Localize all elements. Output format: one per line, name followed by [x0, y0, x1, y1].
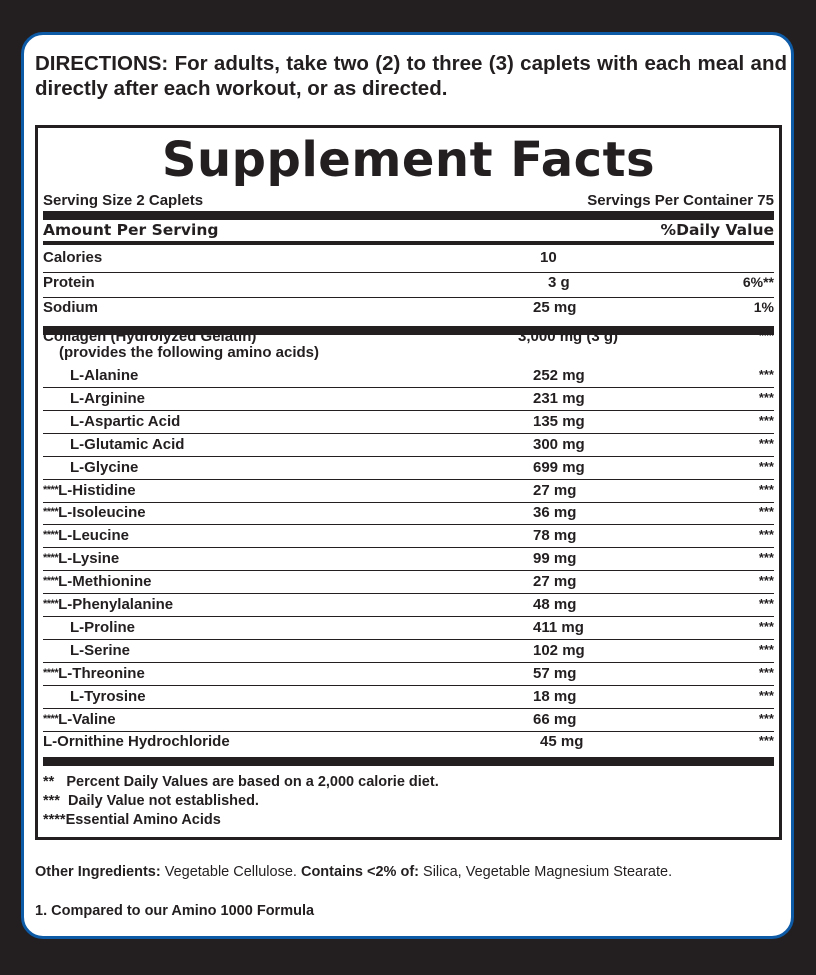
- amino-dv: ***: [758, 435, 774, 451]
- amino-row: [43, 502, 774, 524]
- amino-dv: ***: [758, 504, 774, 520]
- amino-amount: 57 mg: [533, 664, 577, 682]
- nutrient-dv: 6%**: [742, 274, 774, 290]
- amino-name: ****L-Threonine: [43, 664, 145, 682]
- thick-divider: [43, 211, 774, 220]
- footnote-line: ****Essential Amino Acids: [43, 812, 221, 828]
- amino-amount: 102 mg: [533, 641, 585, 659]
- nutrient-name: Calories: [43, 249, 103, 266]
- serving-size: Serving Size 2 Caplets: [43, 192, 204, 209]
- label-panel: [21, 32, 794, 939]
- collagen-name: Collagen (Hydrolyzed Gelatin): [43, 328, 257, 345]
- ornithine-amount: 45 mg: [540, 733, 584, 751]
- serving-info: [43, 190, 774, 210]
- amino-name: ****L-Leucine: [43, 527, 129, 545]
- amino-row: [43, 434, 774, 456]
- amino-row: [43, 525, 774, 547]
- essential-marker: ****: [43, 575, 59, 588]
- collagen-sub: (provides the following amino acids): [59, 344, 320, 361]
- nutrient-amount: 25 mg: [533, 299, 577, 316]
- amino-amount: 300 mg: [533, 435, 585, 453]
- amount-per-serving: Amount Per Serving: [43, 221, 219, 239]
- amino-row: [43, 388, 774, 410]
- essential-marker: ****: [43, 598, 59, 610]
- amino-row: [43, 709, 774, 731]
- ornithine-dv: ***: [758, 733, 774, 749]
- nutrient-dv: 1%: [753, 299, 774, 315]
- amount-header: [43, 220, 774, 240]
- essential-marker: ****: [43, 712, 59, 725]
- amino-row: [43, 686, 774, 708]
- comparison-footnote: 1. Compared to our Amino 1000 Formula: [35, 903, 315, 919]
- amino-amount: 231 mg: [533, 389, 585, 407]
- other-ingredients: Other Ingredients: Vegetable Cellulose. Contains <2% of: Silica, Vegetable Magnesium Stearate.: [35, 864, 673, 880]
- nutrient-amount: 3 g: [548, 274, 570, 291]
- amino-dv: ***: [758, 550, 774, 566]
- amino-name: L-Aspartic Acid: [70, 412, 181, 430]
- amino-name: L-Serine: [70, 641, 131, 659]
- amino-dv: ***: [758, 596, 774, 611]
- amino-dv: ***: [758, 367, 774, 382]
- ornithine-row: [43, 731, 774, 753]
- amino-amount: 66 mg: [533, 710, 577, 728]
- amino-amount: 699 mg: [533, 458, 585, 476]
- nutrient-row: [43, 247, 774, 269]
- essential-marker: ****: [43, 506, 59, 519]
- collagen-amount: 3,000 mg (3 g): [518, 328, 619, 345]
- amino-row: [43, 480, 774, 502]
- essential-marker: ****: [43, 552, 59, 565]
- amino-dv: ***: [758, 481, 774, 497]
- amino-name: ****L-Valine: [43, 710, 116, 728]
- amino-row: [43, 663, 774, 685]
- amino-name: ****L-Lysine: [43, 550, 120, 568]
- amino-name: ****L-Methionine: [43, 573, 152, 591]
- amino-dv: ***: [758, 527, 774, 543]
- amino-name: ****L-Phenylalanine: [43, 596, 174, 613]
- amino-row: [43, 571, 774, 593]
- collagen-dv: ***: [758, 328, 774, 343]
- amino-dv: ***: [758, 412, 774, 428]
- thick-divider: [43, 757, 774, 766]
- amino-dv: ***: [758, 687, 774, 703]
- amino-row: [43, 640, 774, 662]
- essential-marker: ****: [43, 529, 59, 542]
- footnote-line: ** Percent Daily Values are based on a 2,000 calorie diet.: [43, 774, 439, 790]
- directions-text: DIRECTIONS: For adults, take two (2) to three (3) caplets with each meal and directly after each workout, or as directed.: [35, 52, 787, 100]
- facts-title: Supplement Facts: [161, 132, 656, 188]
- amino-row: [43, 457, 774, 479]
- amino-name: L-Tyrosine: [70, 687, 146, 705]
- essential-marker: ****: [43, 666, 59, 679]
- footnote-line: *** Daily Value not established.: [43, 793, 259, 809]
- collagen-sub-row: [43, 344, 774, 366]
- servings-per-container: Servings Per Container 75: [587, 192, 774, 209]
- amino-row: [43, 411, 774, 433]
- amino-amount: 411 mg: [533, 618, 584, 636]
- amino-amount: 27 mg: [533, 481, 577, 499]
- amino-row: [43, 548, 774, 570]
- amino-dv: ***: [758, 458, 774, 474]
- essential-marker: ****: [43, 483, 59, 496]
- amino-dv: ***: [758, 618, 774, 634]
- amino-name: ****L-Isoleucine: [43, 504, 146, 522]
- amino-name: L-Proline: [70, 618, 136, 636]
- amino-amount: 99 mg: [533, 550, 577, 568]
- amino-dv: ***: [758, 573, 774, 589]
- amino-dv: ***: [758, 641, 774, 657]
- amino-name: L-Glycine: [70, 458, 139, 476]
- amino-dv: ***: [758, 389, 774, 405]
- amino-amount: 18 mg: [533, 687, 577, 705]
- nutrient-amount: 10: [540, 249, 557, 266]
- mid-divider: [43, 241, 774, 245]
- amino-amount: 48 mg: [533, 596, 577, 613]
- ornithine-name: L-Ornithine Hydrochloride: [43, 733, 230, 751]
- amino-row: [43, 365, 774, 387]
- amino-row: [43, 617, 774, 639]
- nutrient-row: [43, 272, 774, 294]
- amino-row: [43, 594, 774, 616]
- nutrient-name: Protein: [43, 274, 95, 291]
- amino-amount: 27 mg: [533, 573, 577, 591]
- amino-dv: ***: [758, 710, 774, 726]
- amino-dv: ***: [758, 664, 774, 680]
- amino-amount: 252 mg: [533, 367, 585, 384]
- amino-name: ****L-Histidine: [43, 481, 136, 499]
- supplement-facts-box: [35, 125, 782, 840]
- amino-name: L-Glutamic Acid: [70, 435, 185, 453]
- nutrient-name: Sodium: [43, 299, 98, 316]
- amino-name: L-Alanine: [70, 367, 139, 384]
- nutrient-row: [43, 297, 774, 319]
- facts-footnotes: [43, 773, 439, 830]
- amino-amount: 78 mg: [533, 527, 577, 545]
- amino-name: L-Arginine: [70, 389, 145, 407]
- daily-value-header: %Daily Value: [660, 221, 774, 239]
- amino-amount: 135 mg: [533, 412, 585, 430]
- amino-amount: 36 mg: [533, 504, 577, 522]
